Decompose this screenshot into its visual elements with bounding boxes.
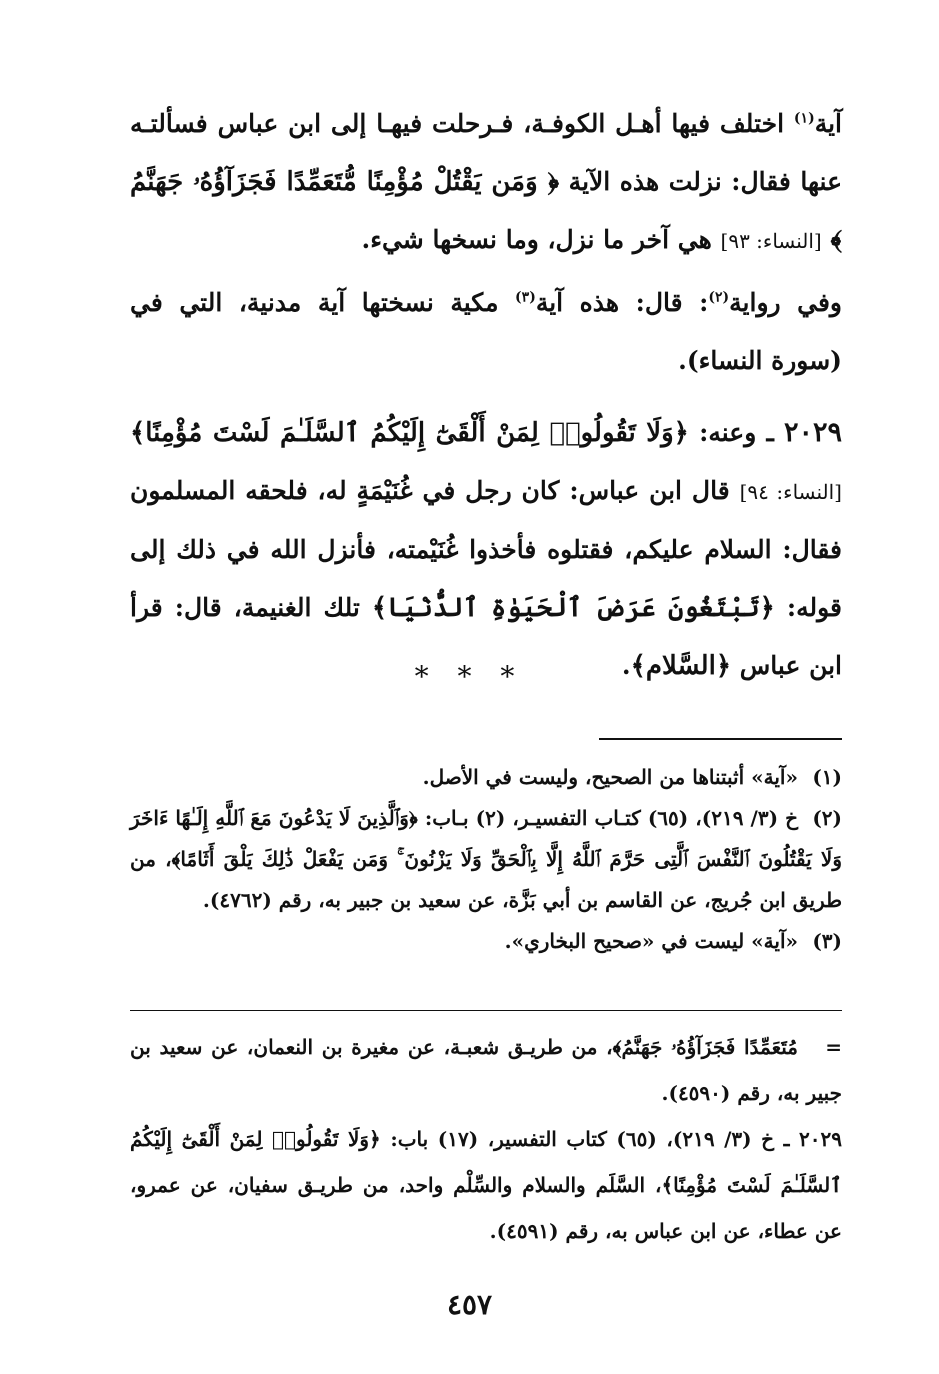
footnote-number: (٢)	[812, 806, 842, 830]
page-number: ٤٥٧	[446, 1288, 493, 1321]
section-separator: * * *	[414, 660, 525, 693]
footnote-ref-1: (١)	[793, 110, 815, 127]
footnote-1	[130, 757, 842, 798]
verse-reference-1: [النساء: ٩٣]	[720, 229, 822, 253]
text-run: : قال: هذه آية	[535, 288, 709, 317]
quran-verse-4: ﴿السَّلام﴾	[630, 651, 732, 681]
text-run: اختلف فيها أهـل الكوفـة، فـرحلت فيهـا إلى ابن عباس فسألتـه عنها فقال: نزلت هذه الآية	[130, 109, 842, 196]
footnote-ref-2: (٢)	[708, 289, 730, 306]
quran-verse-1: ﴿ وَمَن يَقْتُلْ مُؤْمِنًا مُّتَعَمِّدًا فَجَزَآؤُهُۥ جَهَنَّمُ ﴾	[130, 167, 842, 255]
text-run: قال ابن عباس: كان رجل في غُنَيْمَةٍ له، فلحقه المسلمون فقال: السلام عليكم، فقتلوه فأخذوا غُنَيْمته، فأنزل الله في ذلك إلى قوله:	[130, 476, 843, 622]
text-run: تلك الغنيمة، قال: قرأ ابن عباس	[130, 593, 842, 680]
footnote-ref-3: (٣)	[515, 289, 536, 306]
footnote-2	[130, 798, 842, 921]
continued-notes	[130, 1024, 842, 1254]
footnote-text: «آية» أثبتناها من الصحيح، وليست في الأصل.	[422, 765, 798, 789]
verse-reference-2: [النساء: ٩٤]	[739, 480, 842, 504]
footnote-number: (١)	[812, 765, 842, 789]
notes-divider	[130, 1010, 842, 1011]
hadith-number: ٢٠٢٩	[783, 417, 842, 448]
paragraph-2	[130, 274, 842, 390]
footnote-divider	[599, 738, 842, 740]
footnote-text: «آية» ليست في «صحيح البخاري».	[504, 929, 798, 953]
footnote-text: خ (٣/ ٢١٩)، (٦٥) كتـاب التفسيـر، (٢) بـاب: ﴿وَٱلَّذِينَ لَا يَدْعُونَ مَعَ ٱللَّهِ إِلَـٰهًا ءَاخَرَ وَلَا يَقْتُلُونَ ٱلنَّفْسَ ٱلَّتِى حَرَّمَ ٱللَّهُ إِلَّا بِٱلْحَقِّ وَلَا يَزْنُونَ ۚ وَمَن يَفْعَلْ ذَٰلِكَ يَلْقَ أَثَامًا﴾، من طريق ابن جُريج، عن القاسم بن أبي بَزَّة، عن سعيد بن جبير به، رقم (٤٧٦٢).	[130, 806, 842, 912]
quran-verse-3: ﴿تَبْتَغُونَ عَرَضَ ٱلْحَيَوٰةِ ٱلدُّنْيَا﴾	[371, 593, 775, 623]
hadith-number: ٢٠٢٩	[799, 1127, 843, 1151]
paragraph-1	[130, 95, 842, 270]
text-run: وفي رواية	[729, 288, 842, 317]
text-run: هي آخر ما نزل، وما نسخها شيء.	[361, 225, 721, 254]
main-text	[130, 95, 842, 695]
text-run: آية	[814, 109, 842, 138]
continued-note	[130, 1024, 842, 1116]
text-run: .	[621, 651, 631, 680]
hadith-2029-source	[130, 1116, 842, 1254]
text-run: ـ وعنه:	[688, 418, 784, 447]
quran-verse-2: ﴿وَلَا تَقُولُوا۟ لِمَنْ أَلْقَىٰٓ إِلَيْكُمُ ٱلسَّلَـٰمَ لَسْتَ مُؤْمِنًا﴾	[130, 418, 689, 448]
footnote-3	[130, 921, 842, 962]
footnotes	[130, 757, 842, 962]
source-text: ـ خ (٣/ ٢١٩)، (٦٥) كتاب التفسير، (١٧) باب: ﴿وَلَا تَقُولُوا۟ لِمَنْ أَلْقَىٰٓ إِلَيْكُمُ ٱلسَّلَـٰمَ لَسْتَ مُؤْمِنًا﴾، السَّلَم والسلام والسِّلْم واحد، من طريـق سفيان، عن عمرو، عن عطاء، عن ابن عباس به، رقم (٤٥٩١).	[130, 1127, 842, 1243]
footnote-number: (٣)	[812, 929, 842, 953]
continued-text: مُتَعَمِّدًا فَجَزَآؤُهُۥ جَهَنَّمُ﴾، من طريـق شعبـة، عن مغيرة بن النعمان، عن سعيد بن جبير به، رقم (٤٥٩٠).	[130, 1035, 842, 1105]
continuation-marker: =	[825, 1035, 842, 1059]
hadith-2029	[130, 404, 842, 695]
text-run: مكية نسختها آية مدنية، التي في (سورة النساء).	[130, 288, 842, 375]
